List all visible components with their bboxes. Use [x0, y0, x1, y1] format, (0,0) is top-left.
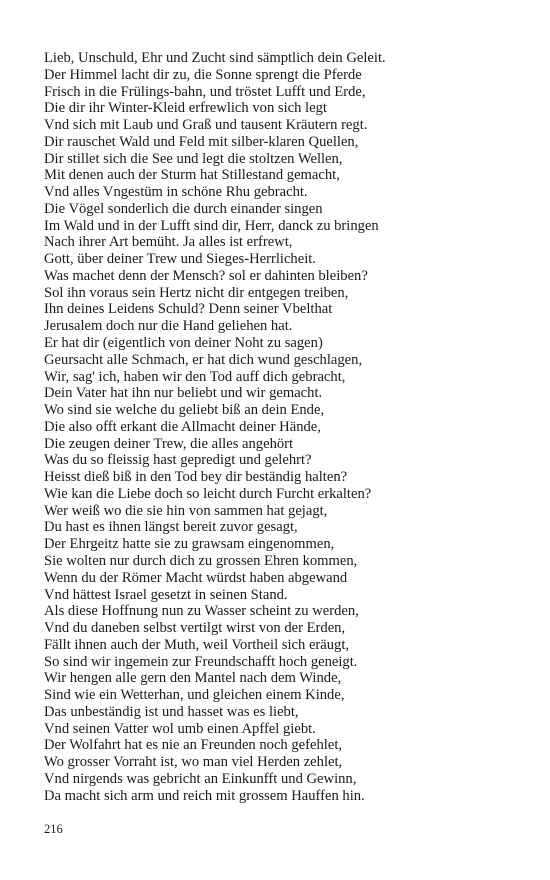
poem-line: Als diese Hoffnung nun zu Wasser scheint zu werden,: [44, 603, 359, 620]
poem-line: Gott, über deiner Trew und Sieges-Herrlicheit.: [44, 251, 316, 268]
poem-line: Da macht sich arm und reich mit grossem Hauffen hin.: [44, 787, 365, 804]
poem-line: Vnd seinen Vatter wol umb einen Apffel giebt.: [44, 720, 316, 737]
poem-line: Ihn deines Leidens Schuld? Denn seiner Vbelthat: [44, 301, 333, 318]
poem-line: Jerusalem doch nur die Hand geliehen hat.: [44, 318, 293, 335]
poem-line: Nach ihrer Art bemüht. Ja alles ist erfrewt,: [44, 234, 293, 251]
poem-line: Heisst dieß biß in den Tod bey dir beständig halten?: [44, 469, 348, 486]
poem-line: Lieb, Unschuld, Ehr und Zucht sind sämptlich dein Geleit.: [44, 50, 386, 66]
poem-line: Vnd sich mit Laub und Graß und tausent Kräutern regt.: [44, 117, 368, 134]
poem-line: Dir stillet sich die See und legt die stoltzen Wellen,: [44, 150, 343, 167]
poem-line: Der Himmel lacht dir zu, die Sonne sprengt die Pferde: [44, 66, 362, 83]
poem-line: Sie wolten nur durch dich zu grossen Ehren kommen,: [44, 552, 358, 569]
poem-line: Im Wald und in der Lufft sind dir, Herr, danck zu bringen: [44, 217, 379, 234]
poem-line: Vnd hättest Israel gesetzt in seinen Stand.: [44, 586, 288, 603]
poem-line: Wir hengen alle gern den Mantel nach dem Winde,: [44, 670, 342, 687]
poem-line: Die dir ihr Winter-Kleid erfrewlich von sich legt: [44, 100, 327, 117]
poem-line: Sol ihn voraus sein Hertz nicht dir entgegen treiben,: [44, 284, 349, 301]
poem-line: Der Ehrgeitz hatte sie zu grawsam eingenommen,: [44, 536, 335, 553]
poem-line: Die zeugen deiner Trew, die alles angehört: [44, 435, 294, 452]
poem-line: Das unbeständig ist und hasset was es liebt,: [44, 703, 299, 720]
poem-line: Du hast es ihnen längst bereit zuvor gesagt,: [44, 519, 298, 536]
poem-line: Geursacht alle Schmach, er hat dich wund geschlagen,: [44, 351, 363, 368]
poem-line: Wir, sag' ich, haben wir den Tod auff dich gebracht,: [44, 368, 346, 385]
poem-line: Wenn du der Römer Macht würdst haben abgewand: [44, 569, 348, 586]
poem-line: Fällt ihnen auch der Muth, weil Vortheil sich eräugt,: [44, 636, 350, 653]
poem-line: Wie kan die Liebe doch so leicht durch Furcht erkalten?: [44, 485, 372, 502]
poem-line: Mit denen auch der Sturm hat Stillestand gemacht,: [44, 167, 340, 184]
poem-line: Was machet denn der Mensch? sol er dahinten bleiben?: [44, 267, 368, 284]
poem-line: Wo sind sie welche du geliebt biß an dein Ende,: [44, 402, 325, 419]
poem-line: Er hat dir (eigentlich von deiner Noht zu sagen): [44, 335, 323, 352]
poem-line: So sind wir ingemein zur Freundschafft hoch geneigt.: [44, 653, 358, 670]
poem-line: Dir rauschet Wald und Feld mit silber-klaren Quellen,: [44, 133, 359, 150]
poem-line: Wo grosser Vorraht ist, wo man viel Herden zehlet,: [44, 754, 343, 771]
poem-line: Wer weiß wo die sie hin von sammen hat gejagt,: [44, 502, 328, 519]
poem-line: Was du so fleissig hast gepredigt und gelehrt?: [44, 452, 312, 469]
poem-line: Der Wolfahrt hat es nie an Freunden noch gefehlet,: [44, 737, 343, 754]
poem-line: Sind wie ein Wetterhan, und gleichen einem Kinde,: [44, 687, 345, 704]
poem-line: Die also offt erkant die Allmacht deiner Hände,: [44, 418, 321, 435]
poem-line: Frisch in die Frülings-bahn, und tröstet Lufft und Erde,: [44, 83, 366, 100]
poem-line: Vnd du daneben selbst vertilgt wirst von der Erden,: [44, 620, 346, 637]
poem-line: Vnd alles Vngestüm in schöne Rhu gebracht.: [44, 184, 308, 201]
poem-line: Vnd nirgends was gebricht an Einkunfft und Gewinn,: [44, 770, 357, 787]
page-number: 216: [44, 822, 63, 836]
poem-line: Die Vögel sonderlich die durch einander singen: [44, 200, 323, 217]
poem-text: [44, 50, 524, 804]
poem-line: Dein Vater hat ihn nur beliebt und wir gemacht.: [44, 385, 323, 402]
